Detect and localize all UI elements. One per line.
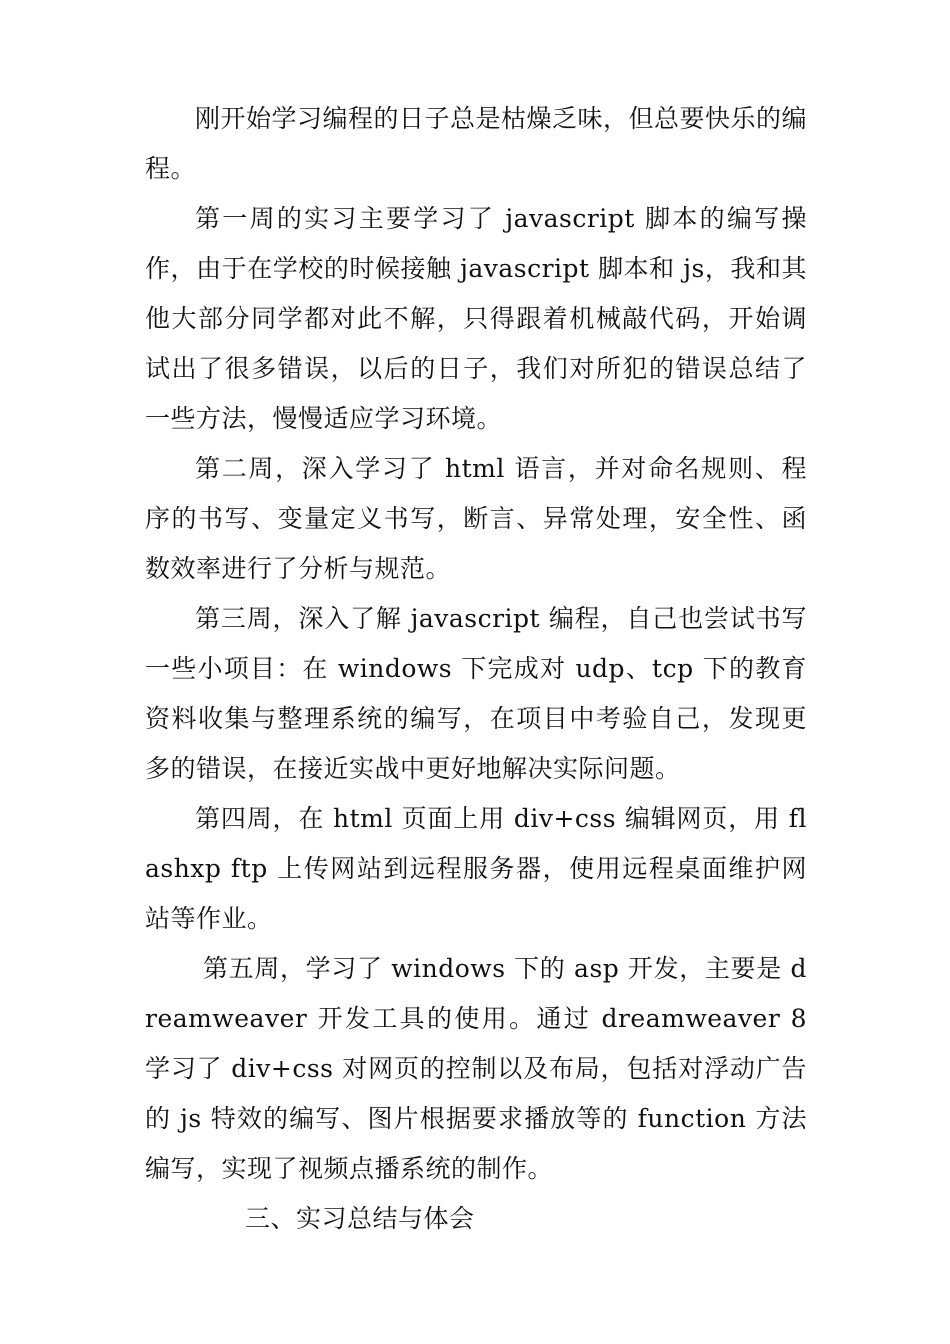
paragraph-week-5: 第五周，学习了 windows 下的 asp 开发，主要是 dreamweaver 开发工具的使用。通过 dreamweaver 8 学习了 div+css 对网页的控制以及布局，包括对浮动广告的 js 特效的编写、图片根据要求播放等的 function 方法编写，实现了视频点播系统的制作。 xyxy=(145,954,807,1183)
paragraph-intro: 刚开始学习编程的日子总是枯燥乏味，但总要快乐的编程。 xyxy=(145,104,808,183)
paragraph-week-2: 第二周，深入学习了 html 语言，并对命名规则、程序的书写、变量定义书写，断言、异常处理，安全性、函数效率进行了分析与规范。 xyxy=(145,454,807,583)
document-body xyxy=(145,94,807,1244)
paragraph-week-3: 第三周，深入了解 javascript 编程，自己也尝试书写一些小项目：在 windows 下完成对 udp、tcp 下的教育资料收集与整理系统的编写，在项目中考验自己，发现更多的错误，在接近实战中更好地解决实际问题。 xyxy=(145,604,807,783)
paragraph-week-1: 第一周的实习主要学习了 javascript 脚本的编写操作，由于在学校的时候接触 javascript 脚本和 js，我和其他大部分同学都对此不解，只得跟着机械敲代码，开始调试出了很多错误，以后的日子，我们对所犯的错误总结了一些方法，慢慢适应学习环境。 xyxy=(145,204,807,433)
paragraph-week-4: 第四周，在 html 页面上用 div+css 编辑网页，用 flashxp ftp 上传网站到远程服务器，使用远程桌面维护网站等作业。 xyxy=(145,804,807,933)
section-heading: 三、实习总结与体会 xyxy=(245,1204,475,1233)
